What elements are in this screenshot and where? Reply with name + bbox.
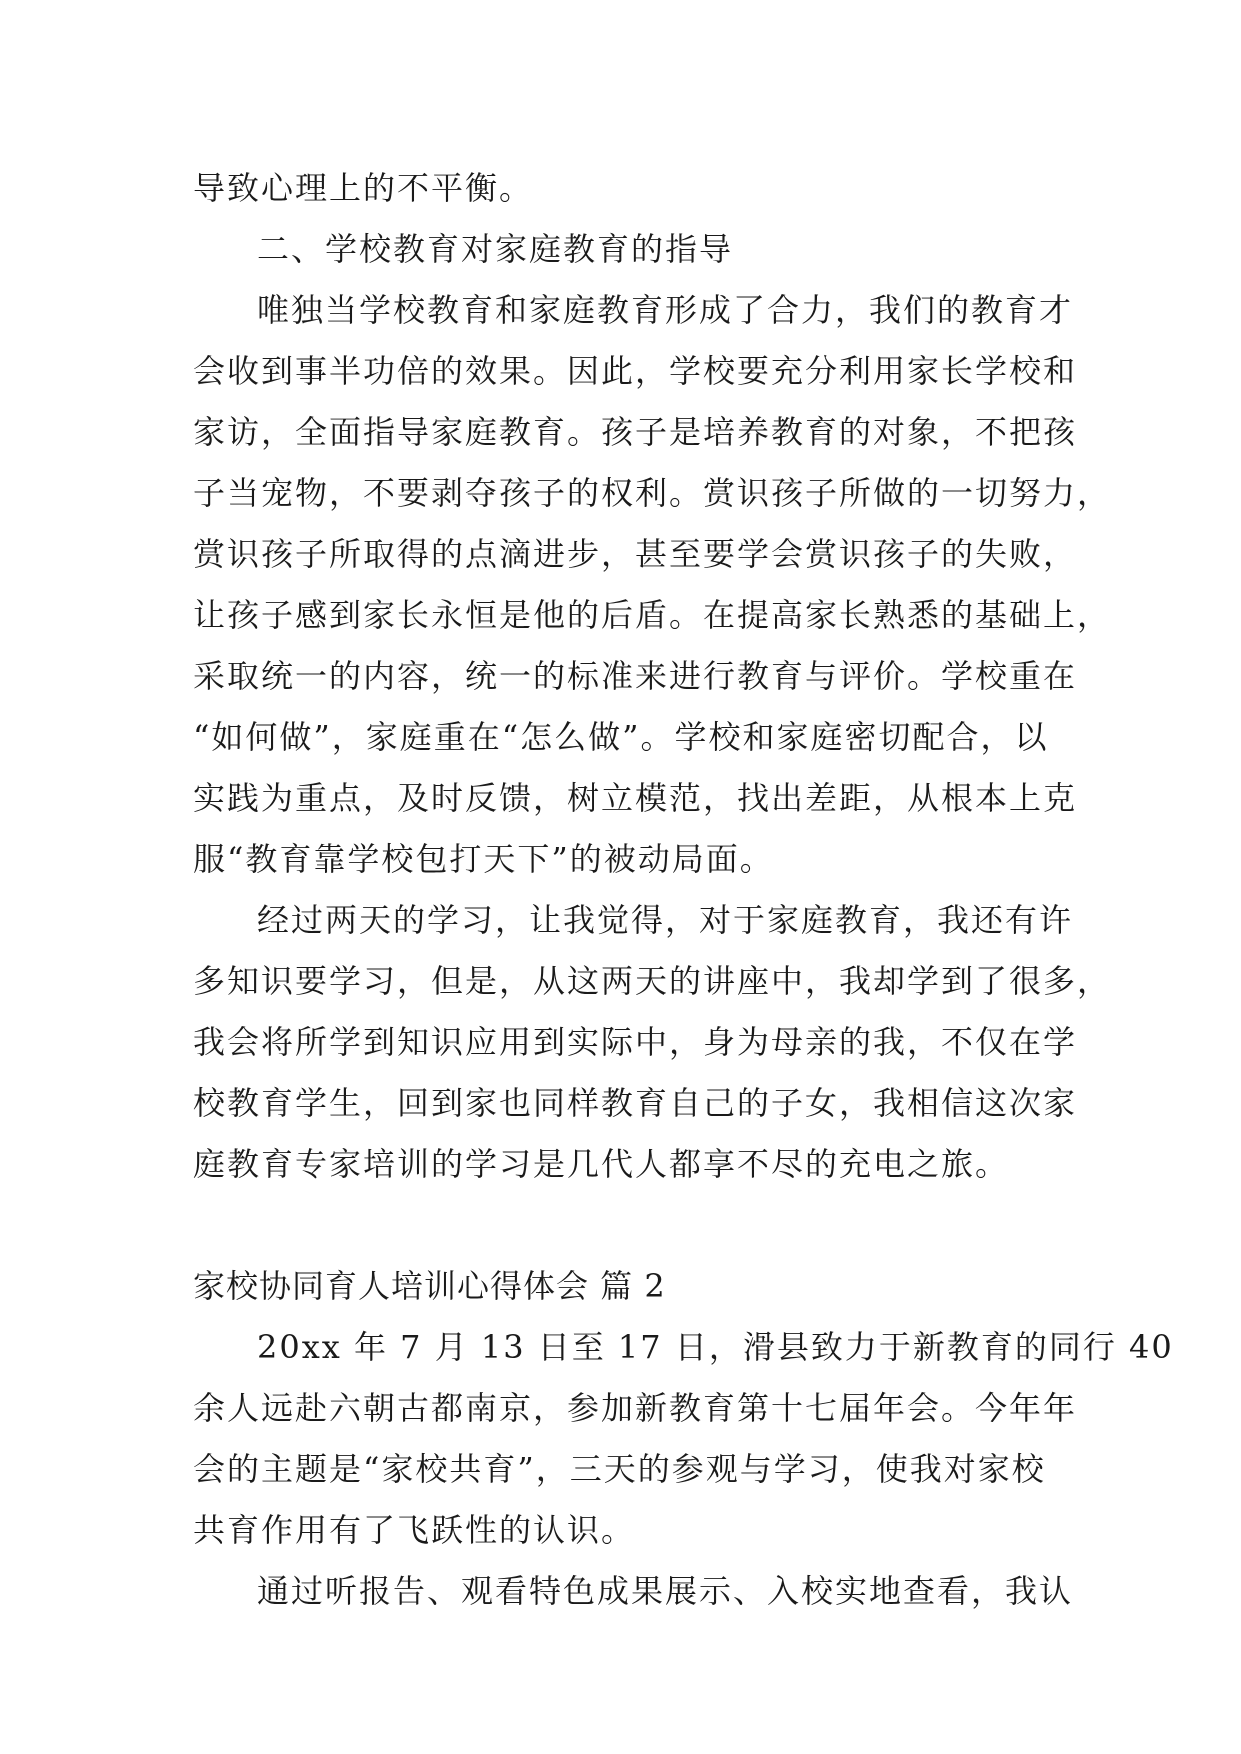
text-line: 二、学校教育对家庭教育的指导 xyxy=(257,230,734,268)
text-line: 子当宠物，不要剥夺孩子的权利。赏识孩子所做的一切努力， xyxy=(193,474,1112,512)
text-line: 庭教育专家培训的学习是几代人都享不尽的充电之旅。 xyxy=(193,1145,1010,1183)
text-line: “如何做”，家庭重在“怎么做”。学校和家庭密切配合，以 xyxy=(193,718,1049,756)
text-line: 经过两天的学习，让我觉得，对于家庭教育，我还有许 xyxy=(257,901,1074,939)
text-line: 实践为重点，及时反馈，树立模范，找出差距，从根本上克 xyxy=(193,779,1078,817)
text-line: 会的主题是“家校共育”，三天的参观与学习，使我对家校 xyxy=(193,1450,1046,1488)
text-line: 通过听报告、观看特色成果展示、入校实地查看，我认 xyxy=(257,1572,1074,1610)
text-line: 多知识要学习，但是，从这两天的讲座中，我却学到了很多， xyxy=(193,962,1112,1000)
text-line: 会收到事半功倍的效果。因此，学校要充分利用家长学校和 xyxy=(193,352,1078,390)
text-line: 采取统一的内容，统一的标准来进行教育与评价。学校重在 xyxy=(193,657,1078,695)
section-spacer xyxy=(193,1195,1053,1256)
text-line: 赏识孩子所取得的点滴进步，甚至要学会赏识孩子的失败， xyxy=(193,535,1078,573)
text-line: 服“教育靠学校包打天下”的被动局面。 xyxy=(193,840,774,878)
text-line: 我会将所学到知识应用到实际中，身为母亲的我，不仅在学 xyxy=(193,1023,1078,1061)
section-heading: 家校协同育人培训心得体会 篇 2 xyxy=(193,1267,666,1305)
text-line: 共育作用有了飞跃性的认识。 xyxy=(193,1511,636,1549)
text-line: 余人远赴六朝古都南京，参加新教育第十七届年会。今年年 xyxy=(193,1389,1078,1427)
text-line: 20xx 年 7 月 13 日至 17 日，滑县致力于新教育的同行 40 xyxy=(257,1328,1174,1366)
text-line: 唯独当学校教育和家庭教育形成了合力，我们的教育才 xyxy=(257,291,1074,329)
text-line: 导致心理上的不平衡。 xyxy=(193,169,534,207)
document-body xyxy=(193,158,1174,1622)
text-line: 校教育学生，回到家也同样教育自己的子女，我相信这次家 xyxy=(193,1084,1078,1122)
text-line: 家访，全面指导家庭教育。孩子是培养教育的对象，不把孩 xyxy=(193,413,1078,451)
text-line: 让孩子感到家长永恒是他的后盾。在提高家长熟悉的基础上， xyxy=(193,596,1112,634)
